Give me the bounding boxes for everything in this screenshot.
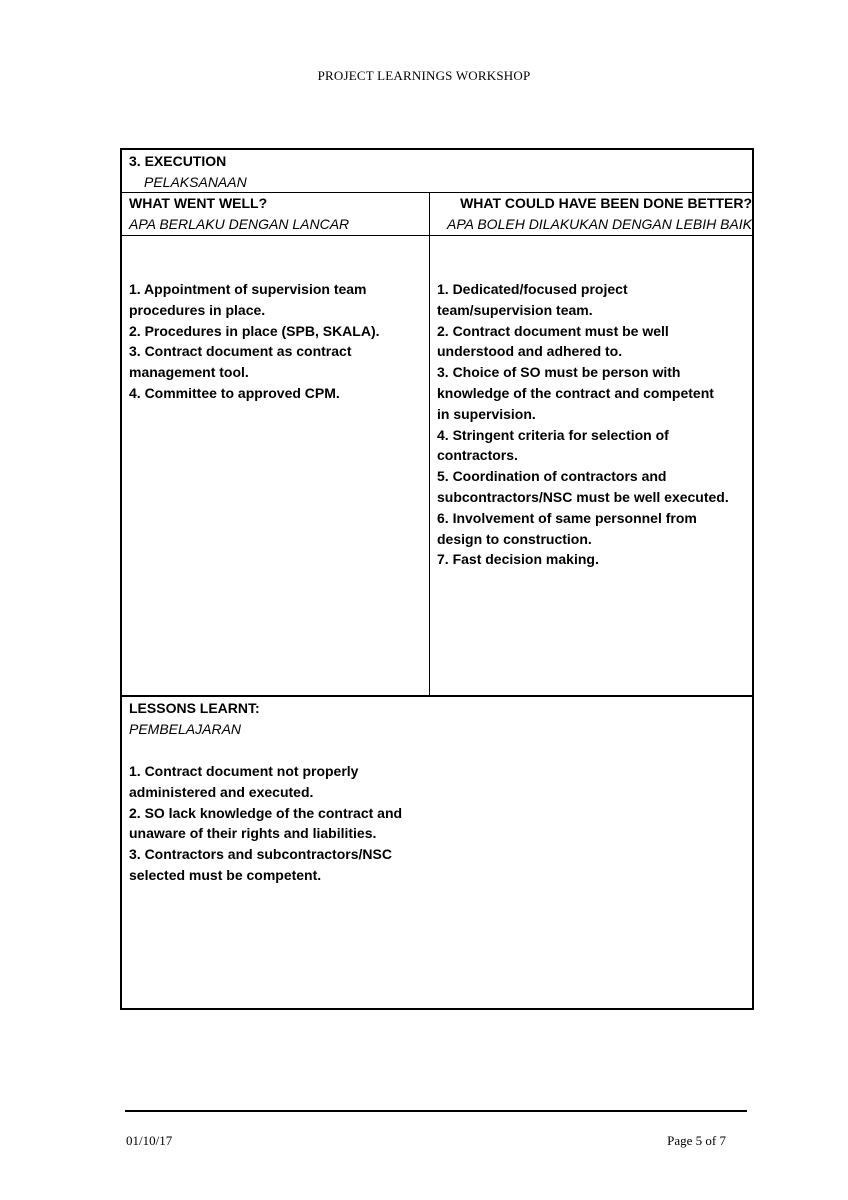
list-item: procedures in place. [129,301,266,318]
went-well-heading-malay: APA BERLAKU DENGAN LANCAR [129,216,350,232]
list-item: design to construction. [437,530,592,547]
column-divider [429,192,430,696]
list-item: 2. Procedures in place (SPB, SKALA). [129,322,380,339]
footer-divider [125,1110,747,1112]
list-item: 4. Committee to approved CPM. [129,384,340,401]
list-item: unaware of their rights and liabilities. [129,825,377,842]
execution-form-table [120,148,754,1010]
done-better-heading: WHAT COULD HAVE BEEN DONE BETTER? [460,195,752,211]
list-item: 3. Contractors and subcontractors/NSC [129,846,392,863]
section-subtitle: PELAKSANAAN [144,174,247,190]
list-item: in supervision. [437,405,536,422]
list-item: 1. Contract document not properly [129,763,359,779]
list-item: understood and adhered to. [437,343,623,360]
section-title: 3. EXECUTION [129,153,227,169]
list-item: 1. Dedicated/focused project [437,281,628,297]
done-better-list [437,279,753,570]
row-divider [122,235,752,236]
list-item: 6. Involvement of same personnel from [437,509,697,526]
went-well-list [129,279,425,404]
list-item: 7. Fast decision making. [437,551,599,568]
lessons-heading-malay: PEMBELAJARAN [129,721,242,737]
list-item: team/supervision team. [437,301,593,318]
list-item: subcontractors/NSC must be well executed. [437,488,729,505]
document-header-title: PROJECT LEARNINGS WORKSHOP [317,68,531,83]
list-item: management tool. [129,364,249,381]
lessons-heading: LESSONS LEARNT: [129,700,260,716]
list-item: 1. Appointment of supervision team [129,281,367,297]
list-item: 3. Contract document as contract [129,343,352,360]
row-divider [122,695,752,697]
footer-date: 01/10/17 [126,1133,173,1148]
footer-page-number: Page 5 of 7 [667,1133,726,1148]
list-item: 2. SO lack knowledge of the contract and [129,804,403,821]
list-item: administered and executed. [129,783,314,800]
list-item: 5. Coordination of contractors and [437,468,667,485]
went-well-heading: WHAT WENT WELL? [129,195,268,211]
list-item: contractors. [437,447,518,464]
list-item: 2. Contract document must be well [437,322,669,339]
list-item: knowledge of the contract and competent [437,384,714,401]
list-item: selected must be competent. [129,866,322,883]
list-item: 3. Choice of SO must be person with [437,364,681,381]
list-item: 4. Stringent criteria for selection of [437,426,669,443]
done-better-heading-malay: APA BOLEH DILAKUKAN DENGAN LEBIH BAIK [447,216,752,232]
lessons-list [129,761,449,886]
